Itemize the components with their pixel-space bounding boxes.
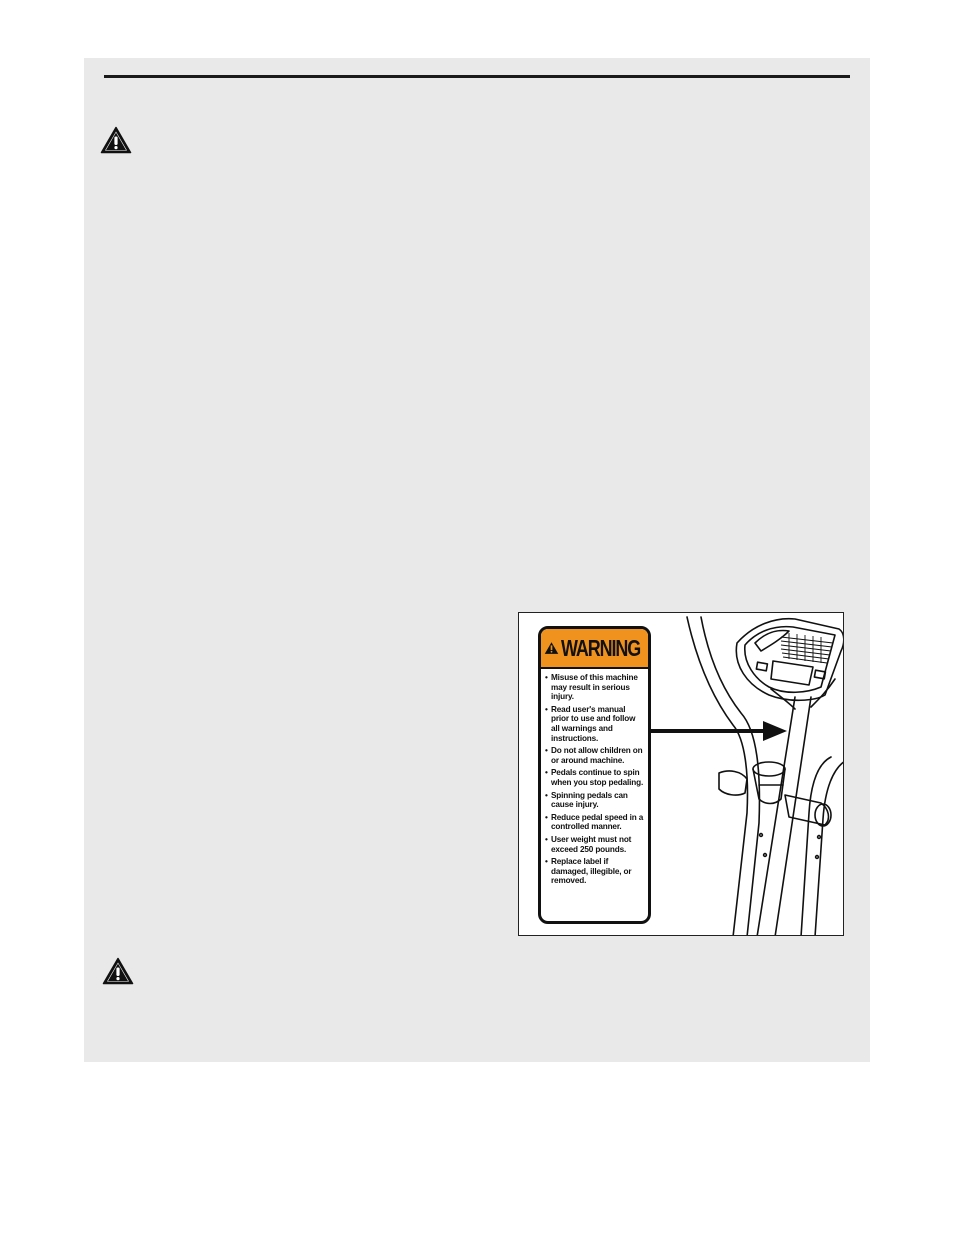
warning-item: • Misuse of this machine may result in serious injury. (545, 673, 644, 702)
warning-label-header (541, 629, 648, 669)
warning-item: • Reduce pedal speed in a controlled manner. (545, 813, 644, 832)
warning-item: • Read user's manual prior to use and follow all warnings and instructions. (545, 705, 644, 743)
header-rule (104, 75, 850, 78)
warning-triangle-icon (544, 641, 559, 655)
warning-label-list (541, 669, 648, 886)
warning-label-illustration (518, 612, 844, 936)
warning-label-title: WARNING (561, 634, 641, 661)
warning-triangle-icon (100, 126, 132, 154)
warning-item: • User weight must not exceed 250 pounds. (545, 835, 644, 854)
arrow-right-icon (651, 721, 787, 741)
warning-item: • Spinning pedals can cause injury. (545, 791, 644, 810)
warning-label (538, 626, 651, 924)
warning-item: • Pedals continue to spin when you stop pedaling. (545, 768, 644, 787)
warning-item: • Do not allow children on or around machine. (545, 746, 644, 765)
warning-item: • Replace label if damaged, illegible, or removed. (545, 857, 644, 886)
warning-triangle-icon (102, 957, 134, 985)
